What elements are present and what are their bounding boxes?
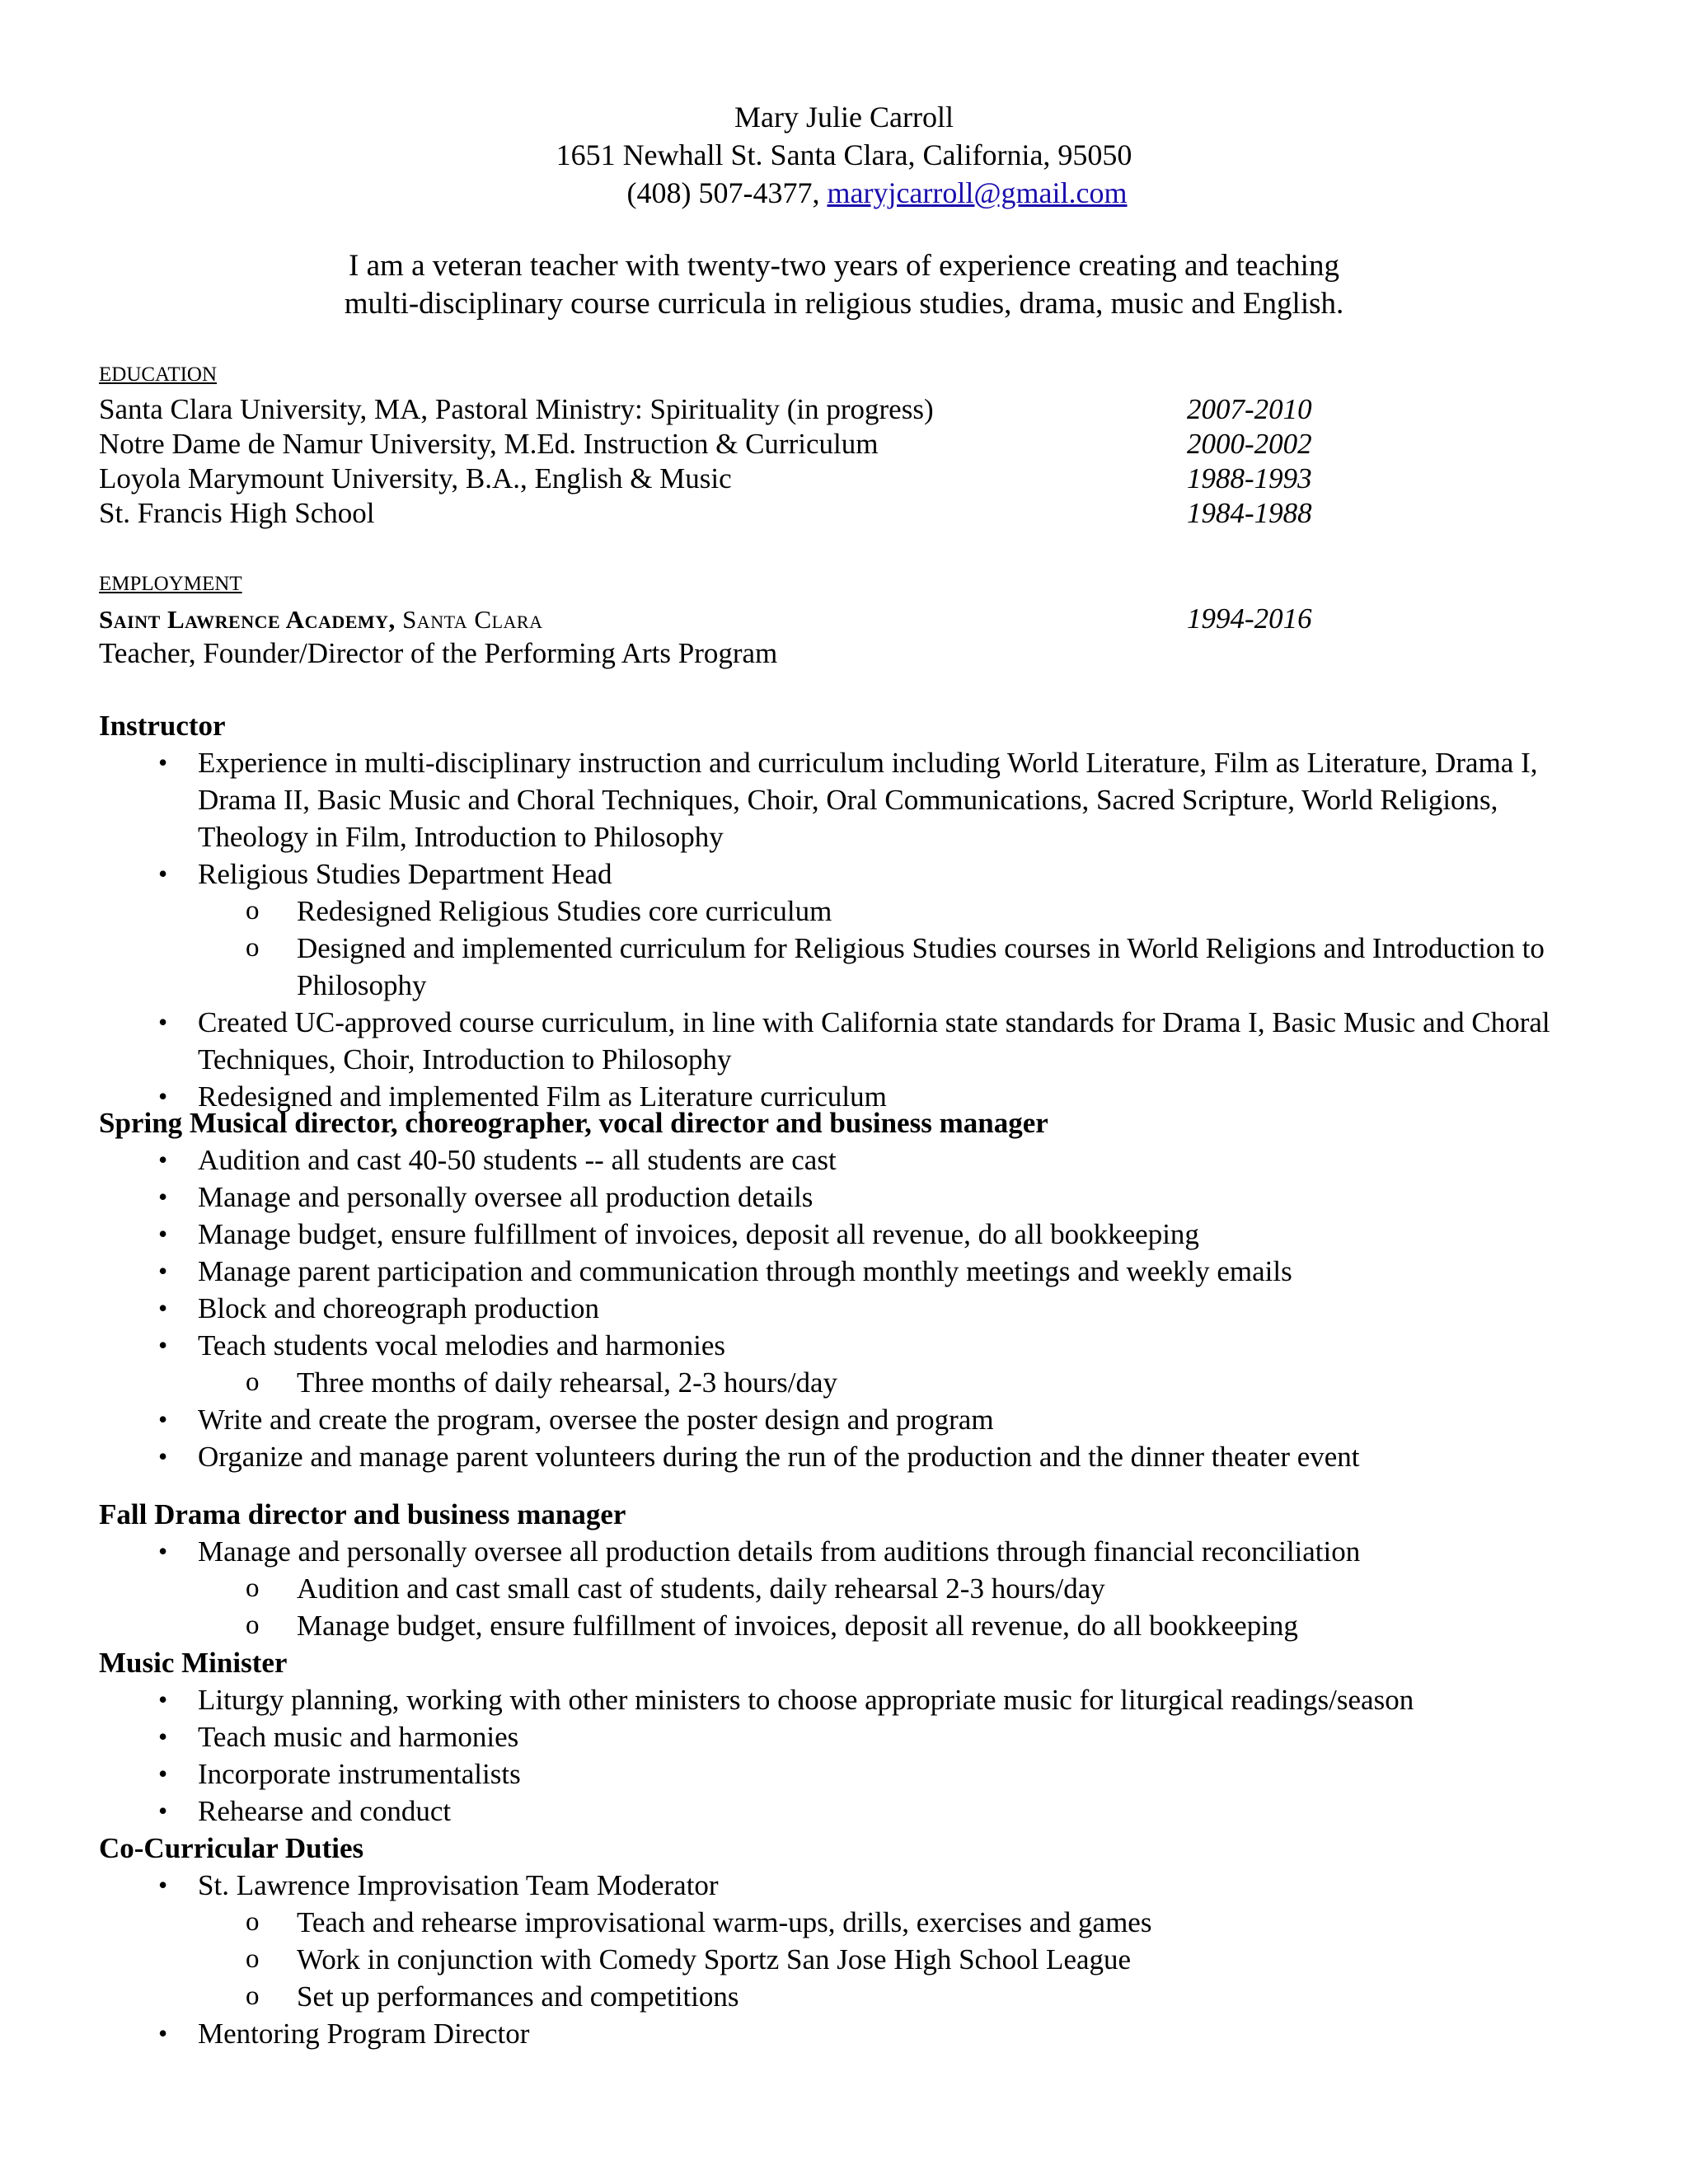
drama-heading: Fall Drama director and business manager — [99, 1498, 626, 1530]
minister-list — [0, 1681, 1688, 1830]
sub-bullet-icon: o — [246, 1907, 260, 1937]
bullet-icon: • — [158, 1870, 168, 1900]
employment-date: 1994-2016 — [1187, 602, 1312, 635]
list-item: o Redesigned Religious Studies core curriculum — [0, 893, 1582, 930]
education-entry-text: Loyola Marymount University, B.A., English & Music — [99, 462, 732, 494]
bullet-icon: • — [158, 1145, 168, 1174]
education-entry-date: 2007-2010 — [1187, 393, 1312, 425]
list-item: • Write and create the program, oversee the poster design and program — [0, 1401, 1582, 1438]
instructor-heading: Instructor — [99, 710, 226, 742]
minister-heading: Music Minister — [99, 1647, 288, 1679]
sub-bullet-icon: o — [246, 1367, 260, 1397]
education-entry — [99, 462, 1335, 496]
bullet-icon: • — [158, 1293, 168, 1323]
list-item: o Three months of daily rehearsal, 2-3 hours/day — [0, 1364, 1582, 1401]
job-title: Teacher, Founder/Director of the Performing Arts Program — [99, 637, 778, 669]
list-item: • Redesigned and implemented Film as Literature curriculum — [0, 1078, 1582, 1115]
bullet-icon: • — [158, 1722, 168, 1751]
sub-bullet-icon: o — [246, 933, 260, 963]
musical-list — [0, 1141, 1688, 1475]
list-item: • Audition and cast 40-50 students -- all students are cast — [0, 1141, 1582, 1179]
education-entry — [99, 427, 1335, 462]
list-item: • St. Lawrence Improvisation Team Moderator — [0, 1867, 1582, 1904]
list-item: o Audition and cast small cast of students, daily rehearsal 2-3 hours/day — [0, 1570, 1582, 1607]
bullet-icon: • — [158, 859, 168, 888]
list-item: • Liturgy planning, working with other ministers to choose appropriate music for liturgical readings/season — [0, 1681, 1582, 1718]
list-item: • Created UC-approved course curriculum, in line with California state standards for Drama I, Basic Music and Choral Techniques, Choir, Introduction to Philosophy — [0, 1004, 1582, 1078]
education-entry-text: Santa Clara University, MA, Pastoral Ministry: Spirituality (in progress) — [99, 393, 934, 425]
list-item: o Designed and implemented curriculum for Religious Studies courses in World Religions and Introduction to Philosophy — [0, 930, 1582, 1004]
education-entry — [99, 392, 1335, 427]
list-item: o Manage budget, ensure fulfillment of invoices, deposit all revenue, do all bookkeeping — [0, 1607, 1582, 1644]
bullet-icon: • — [158, 2018, 168, 2048]
bullet-icon: • — [158, 1219, 168, 1249]
musical-heading: Spring Musical director, choreographer, vocal director and business manager — [99, 1107, 1048, 1139]
education-label: EDUCATION — [99, 363, 218, 386]
sub-bullet-icon: o — [246, 896, 260, 926]
education-entry-date: 2000-2002 — [1187, 428, 1312, 460]
list-item: • Manage budget, ensure fulfillment of invoices, deposit all revenue, do all bookkeeping — [0, 1216, 1582, 1253]
education-entry-date: 1984-1988 — [1187, 497, 1312, 529]
employment-label: EMPLOYMENT — [99, 573, 242, 595]
education-entry — [99, 496, 1335, 531]
list-item: • Manage parent participation and communication through monthly meetings and weekly emails — [0, 1253, 1582, 1290]
summary-statement — [0, 247, 1688, 323]
list-item: o Set up performances and competitions — [0, 1978, 1582, 2015]
contact-line — [0, 174, 1688, 212]
cocurricular-list — [0, 1867, 1688, 2052]
list-item: • Religious Studies Department Head — [0, 855, 1582, 893]
bullet-icon: • — [158, 1536, 168, 1566]
list-item: • Mentoring Program Director — [0, 2015, 1582, 2052]
list-item: • Teach students vocal melodies and harmonies — [0, 1327, 1582, 1364]
list-item: • Experience in multi-disciplinary instruction and curriculum including World Literature, Film as Literature, Drama I, Drama II, Basic Music and Choral Techniques, Choir, Oral Communications, Sacred Scripture, World Religions, Theology in Film, Introduction to Philosophy — [0, 744, 1582, 855]
education-entry-text: St. Francis High School — [99, 497, 375, 529]
bullet-icon: • — [158, 1182, 168, 1212]
applicant-name: Mary Julie Carroll — [734, 101, 954, 134]
bullet-icon: • — [158, 1081, 168, 1111]
sub-bullet-icon: o — [246, 1573, 260, 1603]
summary-line-1: I am a veteran teacher with twenty-two years of experience creating and teaching — [349, 249, 1339, 283]
email-link[interactable]: maryjcarroll@gmail.com — [827, 176, 1128, 209]
bullet-icon: • — [158, 1685, 168, 1714]
contact-header — [0, 98, 1688, 212]
list-item: • Manage and personally oversee all production details — [0, 1179, 1582, 1216]
bullet-icon: • — [158, 1441, 168, 1471]
sub-bullet-icon: o — [246, 1981, 260, 2011]
list-item: • Rehearse and conduct — [0, 1793, 1582, 1830]
list-item: • Block and choreograph production — [0, 1290, 1582, 1327]
bullet-icon: • — [158, 1404, 168, 1434]
cocurricular-heading: Co-Curricular Duties — [99, 1832, 364, 1864]
list-item: • Teach music and harmonies — [0, 1718, 1582, 1755]
education-entry-text: Notre Dame de Namur University, M.Ed. Instruction & Curriculum — [99, 428, 879, 460]
bullet-icon: • — [158, 1007, 168, 1037]
applicant-address: 1651 Newhall St. Santa Clara, California, 95050 — [556, 138, 1132, 171]
summary-line-2: multi-disciplinary course curricula in religious studies, drama, music and English. — [344, 287, 1344, 321]
bullet-icon: • — [158, 1796, 168, 1825]
employer-name: Saint Lawrence Academy, Santa Clara — [99, 605, 543, 634]
sub-bullet-icon: o — [246, 1944, 260, 1974]
bullet-icon: • — [158, 1330, 168, 1360]
list-item: o Work in conjunction with Comedy Sportz San Jose High School League — [0, 1941, 1582, 1978]
employer-line — [99, 602, 1335, 637]
instructor-list — [0, 744, 1688, 1115]
applicant-phone: (408) 507-4377, — [626, 176, 820, 209]
bullet-icon: • — [158, 748, 168, 777]
bullet-icon: • — [158, 1256, 168, 1286]
drama-list — [0, 1533, 1688, 1644]
bullet-icon: • — [158, 1759, 168, 1788]
list-item: • Organize and manage parent volunteers during the run of the production and the dinner theater event — [0, 1438, 1582, 1475]
employer-location: Santa Clara — [402, 605, 543, 634]
list-item: • Manage and personally oversee all production details from auditions through financial reconciliation — [0, 1533, 1582, 1570]
education-entry-date: 1988-1993 — [1187, 462, 1312, 494]
list-item: • Incorporate instrumentalists — [0, 1755, 1582, 1793]
sub-bullet-icon: o — [246, 1610, 260, 1640]
list-item: o Teach and rehearse improvisational warm-ups, drills, exercises and games — [0, 1904, 1582, 1941]
